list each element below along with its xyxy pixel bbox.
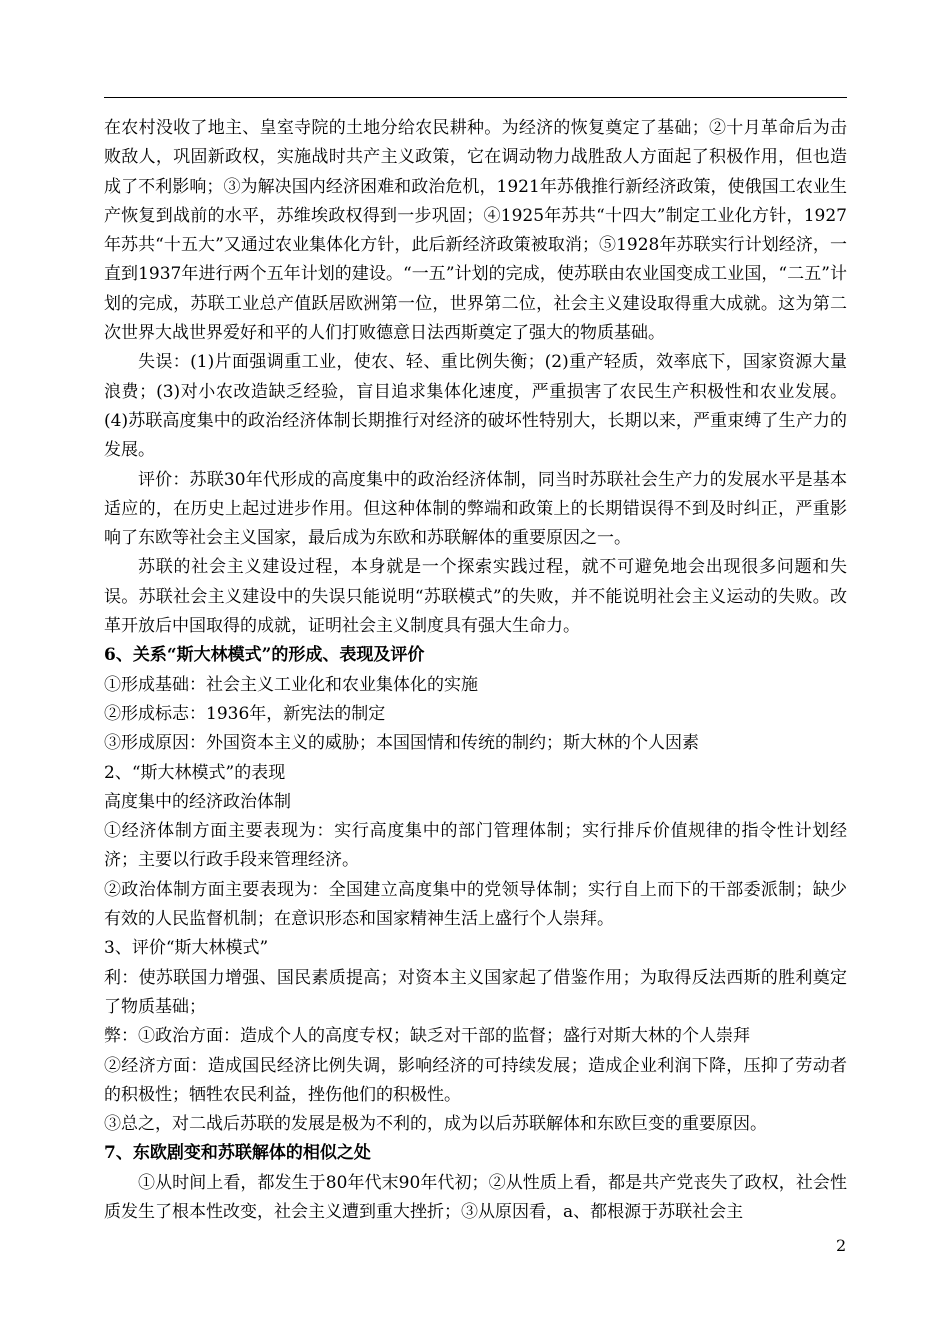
subheading-evaluation: 3、评价“斯大林模式”	[104, 938, 269, 959]
evaluation-summary: ③总之，对二战后苏联的发展是极为不利的，成为以后苏联解体和东欧巨变的重要原因。	[104, 1114, 767, 1135]
subheading-system: 高度集中的经济政治体制	[104, 791, 291, 812]
list-item-economic-system: ①经济体制方面主要表现为：实行高度集中的部门管理体制；实行排斥价值规律的指令性计划经济；主要以行政手段来管理经济。	[104, 821, 847, 871]
page-number: 2	[836, 1236, 847, 1255]
document-body	[104, 114, 847, 1227]
evaluation-cons-economic: ②经济方面：造成国民经济比例失调，影响经济的可持续发展；造成企业利润下降，压抑了劳动者的积极性；牺牲农民利益，挫伤他们的积极性。	[104, 1055, 847, 1105]
paragraph-similarities: ①从时间上看，都发生于80年代末90年代初；②从性质上看，都是共产党丧失了政权，社会性质发生了根本性改变，社会主义遭到重大挫折；③从原因看，a、都根源于苏联社会主	[104, 1172, 847, 1222]
list-item-formation-mark: ②形成标志：1936年，新宪法的制定	[104, 703, 386, 724]
evaluation-pros: 利：使苏联国力增强、国民素质提高；对资本主义国家起了借鉴作用；为取得反法西斯的胜利奠定了物质基础；	[104, 967, 847, 1017]
paragraph-exploration: 苏联的社会主义建设过程，本身就是一个探索实践过程，就不可避免地会出现很多问题和失误。苏联社会主义建设中的失误只能说明“苏联模式”的失败，并不能说明社会主义运动的失败。改革开放后中国取得的成就，证明社会主义制度具有强大生命力。	[104, 557, 847, 637]
evaluation-cons-political: 弊：①政治方面：造成个人的高度专权；缺乏对干部的监督；盛行对斯大林的个人崇拜	[104, 1026, 750, 1047]
subheading-manifestation: 2、“斯大林模式”的表现	[104, 762, 286, 783]
section-heading-7: 7、东欧剧变和苏联解体的相似之处	[104, 1143, 371, 1164]
header-rule	[104, 97, 847, 98]
section-heading-6: 6、关系“斯大林模式”的形成、表现及评价	[104, 645, 425, 666]
paragraph-continuation: 在农村没收了地主、皇室寺院的土地分给农民耕种。为经济的恢复奠定了基础；②十月革命后为击败敌人，巩固新政权，实施战时共产主义政策，它在调动物力战胜敌人方面起了积极作用，但也造成了不利影响；③为解决国内经济困难和政治危机，1921年苏俄推行新经济政策，使俄国工农业生产恢复到战前的水平，苏维埃政权得到一步巩固；④1925年苏共“十四大”制定工业化方针，1927年苏共“十五大”又通过农业集体化方针，此后新经济政策被取消；⑤1928年苏联实行计划经济，一直到1937年进行两个五年计划的建设。“一五”计划的完成，使苏联由农业国变成工业国，“二五”计划的完成，苏联工业总产值跃居欧洲第一位，世界第二位，社会主义建设取得重大成就。这为第二次世界大战世界爱好和平的人们打败德意日法西斯奠定了强大的物质基础。	[104, 118, 847, 344]
list-item-formation-basis: ①形成基础：社会主义工业化和农业集体化的实施	[104, 674, 478, 695]
list-item-formation-cause: ③形成原因：外国资本主义的威胁；本国国情和传统的制约；斯大林的个人因素	[104, 733, 699, 754]
list-item-political-system: ②政治体制方面主要表现为：全国建立高度集中的党领导体制；实行自上而下的干部委派制；缺少有效的人民监督机制；在意识形态和国家精神生活上盛行个人崇拜。	[104, 879, 847, 930]
paragraph-evaluation: 评价：苏联30年代形成的高度集中的政治经济体制，同当时苏联社会生产力的发展水平是基本适应的，在历史上起过进步作用。但这种体制的弊端和政策上的长期错误得不到及时纠正，严重影响了东欧等社会主义国家，最后成为东欧和苏联解体的重要原因之一。	[104, 469, 847, 549]
paragraph-mistakes: 失误：(1)片面强调重工业，使农、轻、重比例失衡；(2)重产轻质，效率底下，国家资源大量浪费；(3)对小农改造缺乏经验，盲目追求集体化速度，严重损害了农民生产积极性和农业发展。(4)苏联高度集中的政治经济体制长期推行对经济的破坏性特别大，长期以来，严重束缚了生产力的发展。	[104, 352, 847, 461]
